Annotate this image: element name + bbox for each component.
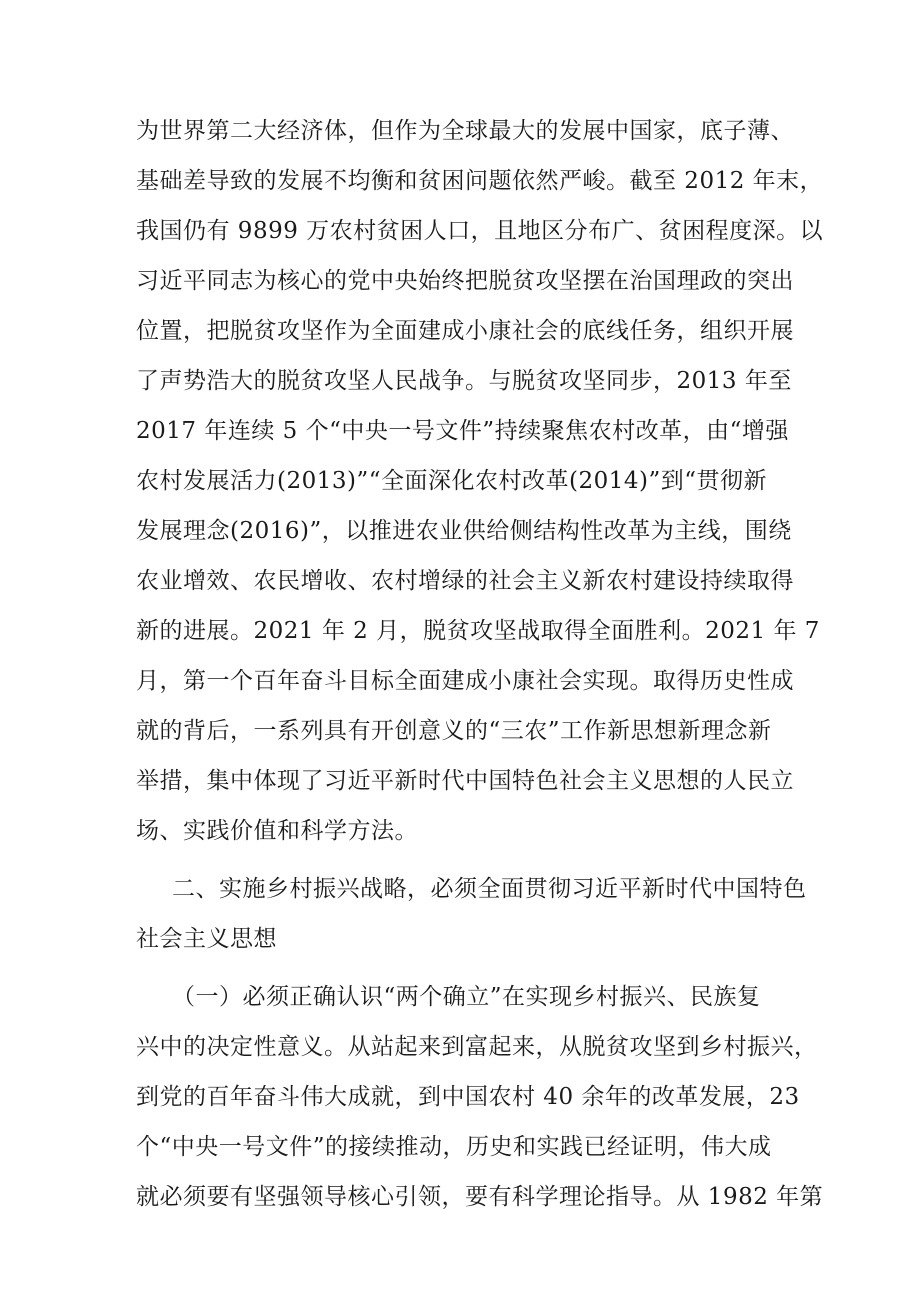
text-line: 发展理念(2016)”，以推进农业供给侧结构性改革为主线，围绕 <box>136 518 792 544</box>
text-line: 到党的百年奋斗伟大成就，到中国农村 40 余年的改革发展，23 <box>136 1084 800 1110</box>
text-line: 就必须要有坚强领导核心引领，要有科学理论指导。从 1982 年第 <box>136 1184 824 1210</box>
text-line: 就的背后，一系列具有开创意义的“三农”工作新思想新理念新 <box>136 718 772 744</box>
text-line: 场、实践价值和科学方法。 <box>136 818 418 844</box>
text-line: 了声势浩大的脱贫攻坚人民战争。与脱贫攻坚同步，2013 年至 <box>136 368 792 394</box>
text-line: 兴中的决定性意义。从站起来到富起来，从脱贫攻坚到乡村振兴， <box>136 1034 818 1060</box>
text-line: 习近平同志为核心的党中央始终把脱贫攻坚摆在治国理政的突出 <box>136 268 794 294</box>
text-line: 为世界第二大经济体，但作为全球最大的发展中国家，底子薄、 <box>136 118 794 144</box>
text-line: 位置，把脱贫攻坚作为全面建成小康社会的底线任务，组织开展 <box>136 318 794 344</box>
text-line: 举措，集中体现了习近平新时代中国特色社会主义思想的人民立 <box>136 768 794 794</box>
text-line: 农村发展活力(2013)”“全面深化农村改革(2014)”到“贯彻新 <box>136 468 767 494</box>
text-line: 新的进展。2021 年 2 月，脱贫攻坚战取得全面胜利。2021 年 7 <box>136 618 820 644</box>
text-line: 2017 年连续 5 个“中央一号文件”持续聚焦农村改革，由“增强 <box>136 418 789 444</box>
text-line: （一）必须正确认识“两个确立”在实现乡村振兴、民族复 <box>172 984 761 1010</box>
text-line: 个“中央一号文件”的接续推动，历史和实践已经证明，伟大成 <box>136 1134 772 1160</box>
heading-line: 二、实施乡村振兴战略，必须全面贯彻习近平新时代中国特色 <box>172 876 807 902</box>
text-line: 月，第一个百年奋斗目标全面建成小康社会实现。取得历史性成 <box>136 668 794 694</box>
heading-line: 社会主义思想 <box>136 926 277 952</box>
text-line: 农业增效、农民增收、农村增绿的社会主义新农村建设持续取得 <box>136 568 794 594</box>
text-line: 我国仍有 9899 万农村贫困人口，且地区分布广、贫困程度深。以 <box>136 218 824 244</box>
text-line: 基础差导致的发展不均衡和贫困问题依然严峻。截至 2012 年末， <box>136 168 824 194</box>
